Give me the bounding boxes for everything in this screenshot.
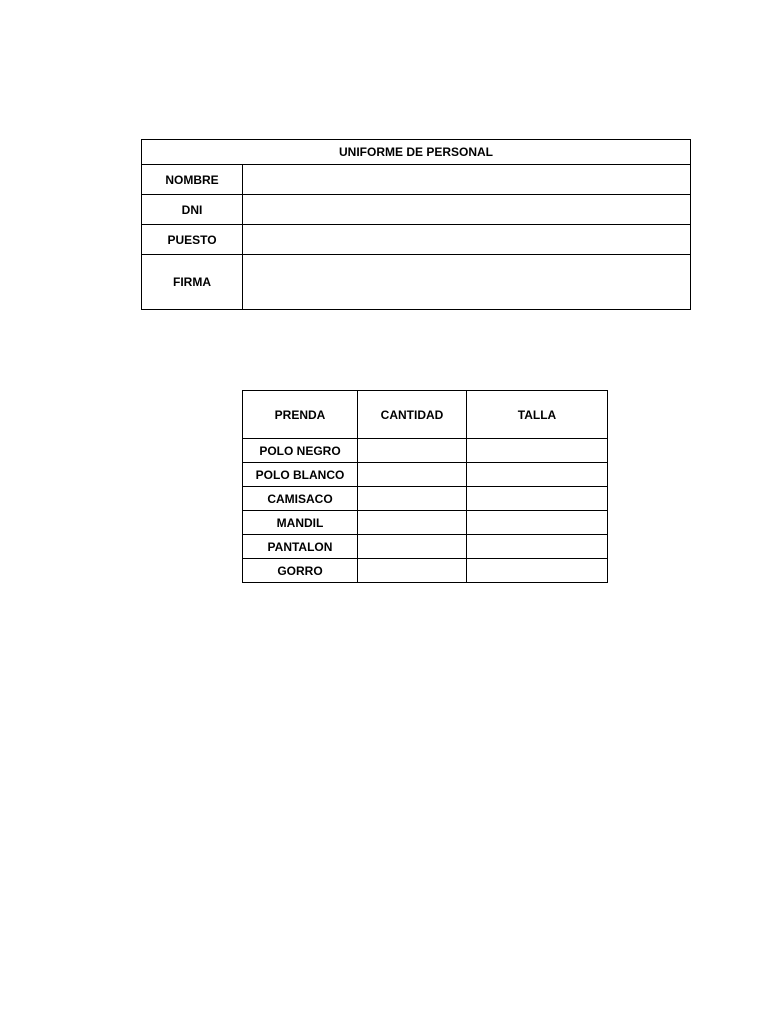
cantidad-cell[interactable]: [358, 535, 467, 559]
dni-field[interactable]: [243, 195, 691, 225]
nombre-label: NOMBRE: [142, 165, 243, 195]
talla-cell[interactable]: [467, 511, 608, 535]
garment-row: [243, 559, 608, 583]
puesto-label: PUESTO: [142, 225, 243, 255]
prenda-cell: MANDIL: [243, 511, 358, 535]
form-row-dni: [142, 195, 691, 225]
prenda-cell: PANTALON: [243, 535, 358, 559]
dni-label: DNI: [142, 195, 243, 225]
form-row-nombre: [142, 165, 691, 195]
prenda-cell: POLO BLANCO: [243, 463, 358, 487]
talla-cell[interactable]: [467, 487, 608, 511]
cantidad-cell[interactable]: [358, 511, 467, 535]
header-talla: TALLA: [467, 391, 608, 439]
form-title: UNIFORME DE PERSONAL: [142, 140, 691, 165]
prenda-cell: GORRO: [243, 559, 358, 583]
form-row-firma: [142, 255, 691, 310]
personal-uniform-form: [141, 139, 691, 310]
cantidad-cell[interactable]: [358, 559, 467, 583]
cantidad-cell[interactable]: [358, 439, 467, 463]
garment-row: [243, 487, 608, 511]
firma-field[interactable]: [243, 255, 691, 310]
header-prenda: PRENDA: [243, 391, 358, 439]
puesto-field[interactable]: [243, 225, 691, 255]
garment-header-row: [243, 391, 608, 439]
garment-table: [242, 390, 608, 583]
talla-cell[interactable]: [467, 559, 608, 583]
cantidad-cell[interactable]: [358, 487, 467, 511]
form-title-row: [142, 140, 691, 165]
nombre-field[interactable]: [243, 165, 691, 195]
cantidad-cell[interactable]: [358, 463, 467, 487]
garment-row: [243, 463, 608, 487]
firma-label: FIRMA: [142, 255, 243, 310]
form-row-puesto: [142, 225, 691, 255]
talla-cell[interactable]: [467, 463, 608, 487]
prenda-cell: POLO NEGRO: [243, 439, 358, 463]
talla-cell[interactable]: [467, 439, 608, 463]
prenda-cell: CAMISACO: [243, 487, 358, 511]
garment-row: [243, 439, 608, 463]
talla-cell[interactable]: [467, 535, 608, 559]
header-cantidad: CANTIDAD: [358, 391, 467, 439]
garment-row: [243, 511, 608, 535]
garment-row: [243, 535, 608, 559]
